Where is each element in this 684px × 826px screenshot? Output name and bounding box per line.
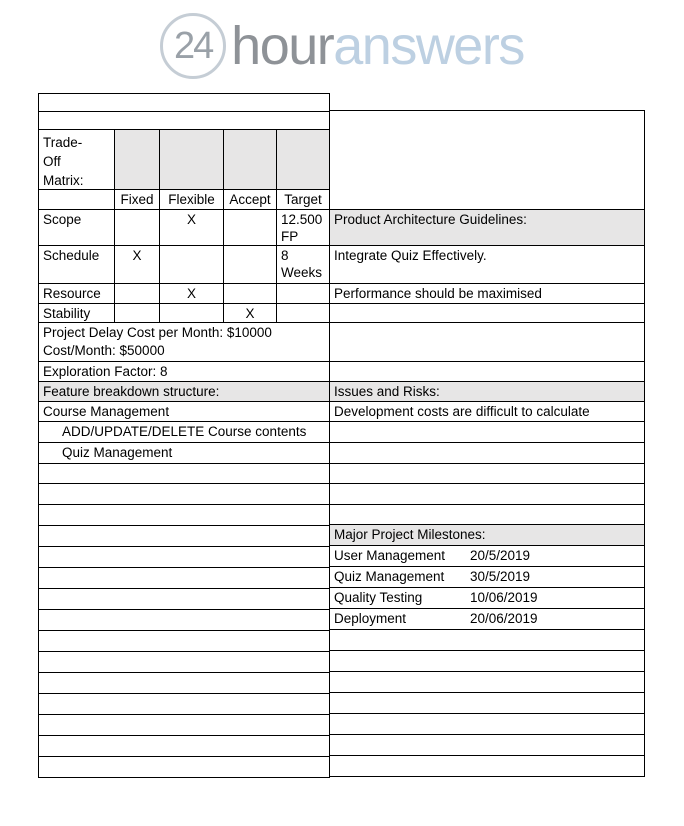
feature-item-course-management: Course Management	[39, 401, 329, 421]
milestone-name: Quality Testing	[334, 590, 423, 605]
empty-row	[39, 525, 329, 546]
empty-row	[39, 735, 329, 756]
col-header-accept: Accept	[223, 190, 276, 209]
empty-row	[39, 567, 329, 588]
empty-row	[330, 322, 644, 361]
empty-row	[330, 303, 644, 322]
empty-row	[330, 671, 644, 692]
milestone-name: Quiz Management	[334, 569, 445, 584]
architecture-item-quiz: Integrate Quiz Effectively.	[330, 245, 644, 283]
empty-cell	[330, 111, 644, 209]
empty-row	[39, 651, 329, 672]
empty-row	[39, 483, 329, 504]
logo	[0, 6, 684, 86]
cell-fixed	[114, 210, 159, 245]
feature-subitem-quiz-management: Quiz Management	[39, 442, 329, 463]
col-header-flexible: Flexible	[159, 190, 223, 209]
shaded-cell	[114, 130, 159, 189]
cell-accept	[223, 284, 276, 303]
empty-row	[39, 463, 329, 483]
cell-target	[276, 304, 329, 322]
empty-row	[330, 421, 644, 442]
tradeoff-matrix-title: Trade-Off Matrix:	[43, 135, 84, 188]
cell-accept	[223, 210, 276, 245]
empty-row	[330, 713, 644, 734]
cell-target: 12.500 FP	[276, 210, 329, 245]
empty-row	[330, 361, 644, 381]
cell-accept	[223, 246, 276, 283]
milestone-date: 10/06/2019	[470, 590, 538, 605]
shaded-cell	[223, 130, 276, 189]
shaded-cell	[276, 130, 329, 189]
cell-fixed	[114, 284, 159, 303]
milestone-date: 20/5/2019	[470, 548, 531, 563]
architecture-guidelines-header: Product Architecture Guidelines:	[330, 209, 644, 245]
milestones-header: Major Project Milestones:	[330, 524, 644, 545]
logo-text-answers: answers	[333, 16, 524, 76]
milestone-row-quality-testing	[330, 587, 644, 608]
empty-row	[39, 111, 329, 129]
exploration-factor-row: Exploration Factor: 8	[39, 361, 329, 381]
row-label: Scope	[43, 212, 82, 227]
tradeoff-row-scope	[39, 209, 329, 245]
empty-row	[39, 756, 329, 777]
delay-cost-line2: Cost/Month: $50000	[43, 343, 165, 358]
row-label: Resource	[43, 286, 101, 301]
cell-fixed	[114, 304, 159, 322]
milestone-name: User Management	[334, 548, 446, 563]
empty-row	[39, 609, 329, 630]
tradeoff-row-stability	[39, 303, 329, 322]
empty-row	[39, 588, 329, 609]
cell-flexible: X	[159, 210, 223, 245]
issue-item-development-costs: Development costs are difficult to calculate	[330, 401, 644, 421]
empty-row	[39, 94, 329, 111]
empty-row	[330, 442, 644, 463]
shaded-cell	[159, 130, 223, 189]
delay-cost-line1: Project Delay Cost per Month: $10000	[43, 325, 272, 340]
cell-accept: X	[223, 304, 276, 322]
empty-row	[39, 714, 329, 735]
empty-row	[330, 692, 644, 713]
empty-row	[39, 504, 329, 525]
tradeoff-header-row	[39, 189, 329, 209]
milestone-row-deployment	[330, 608, 644, 629]
empty-row	[39, 546, 329, 567]
col-header-target: Target	[276, 190, 329, 209]
delay-cost-row	[39, 322, 329, 361]
milestone-name: Deployment	[334, 611, 407, 626]
empty-row	[39, 693, 329, 714]
cell-flexible: X	[159, 284, 223, 303]
milestone-date: 30/5/2019	[470, 569, 531, 584]
empty-row	[330, 629, 644, 650]
empty-row	[330, 755, 644, 776]
logo-circle-icon	[160, 13, 226, 79]
col-header-fixed: Fixed	[114, 190, 159, 209]
cell-flexible	[159, 246, 223, 283]
tradeoff-row-resource	[39, 283, 329, 303]
cell-target: 8 Weeks	[276, 246, 329, 283]
empty-row	[330, 504, 644, 524]
tradeoff-row-schedule	[39, 245, 329, 283]
empty-row	[330, 463, 644, 483]
tradeoff-matrix-title-row	[39, 129, 329, 189]
row-label: Stability	[43, 306, 91, 321]
empty-row	[330, 734, 644, 755]
cell-flexible	[159, 304, 223, 322]
empty-row	[330, 650, 644, 671]
milestone-row-user-management	[330, 545, 644, 566]
empty-cell	[39, 190, 114, 209]
milestone-date: 20/06/2019	[470, 611, 538, 626]
logo-text-hour: hour	[231, 16, 334, 76]
feature-breakdown-header: Feature breakdown structure:	[39, 381, 329, 401]
empty-row	[39, 672, 329, 693]
milestone-row-quiz-management	[330, 566, 644, 587]
issues-risks-header: Issues and Risks:	[330, 381, 644, 401]
cell-target	[276, 284, 329, 303]
architecture-item-performance: Performance should be maximised	[330, 283, 644, 303]
empty-row	[330, 483, 644, 504]
planning-sheet-left	[38, 93, 330, 778]
empty-row	[39, 630, 329, 651]
feature-subitem-course-contents: ADD/UPDATE/DELETE Course contents	[39, 421, 329, 442]
row-label: Schedule	[43, 248, 100, 263]
planning-sheet-right	[330, 110, 645, 777]
logo-number: 24	[174, 24, 213, 67]
cell-fixed: X	[114, 246, 159, 283]
